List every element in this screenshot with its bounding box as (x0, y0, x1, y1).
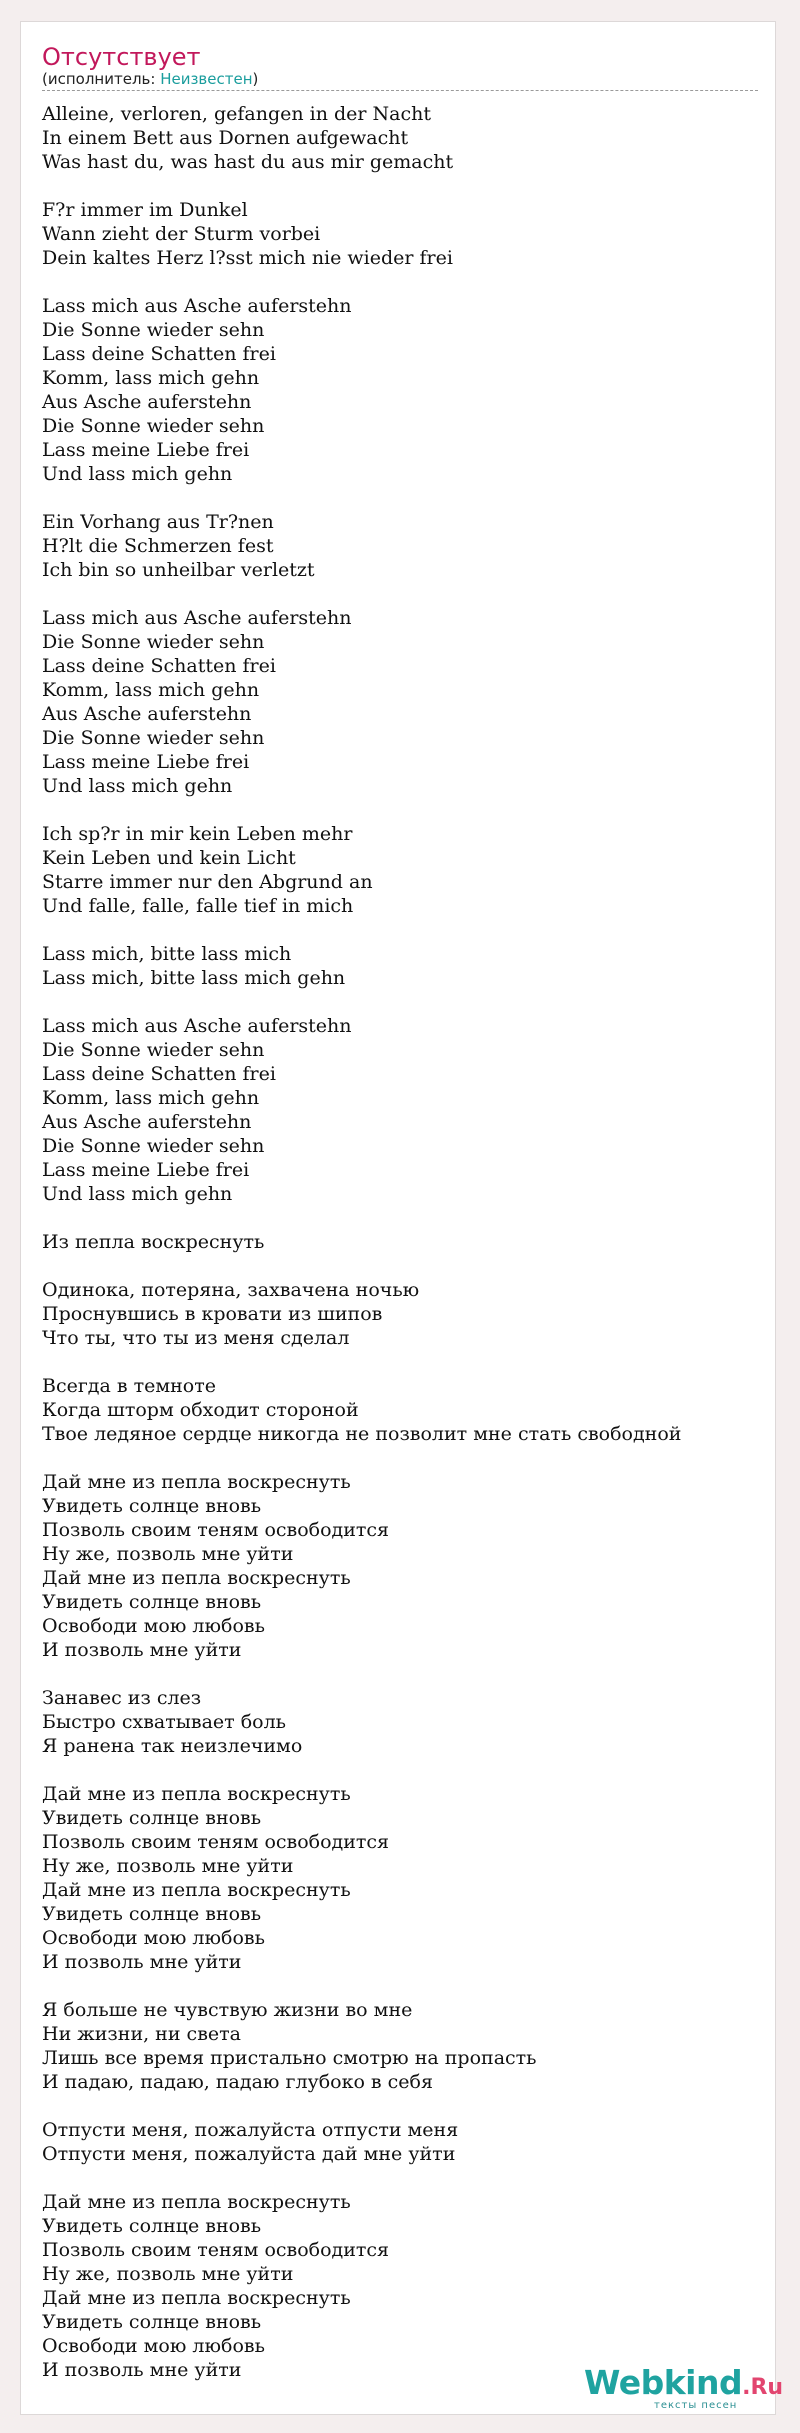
lyric-line: Und lass mich gehn (42, 463, 233, 485)
lyric-line: Проснувшись в кровати из шипов (42, 1303, 383, 1325)
lyric-line: И позволь мне уйти (42, 2359, 242, 2381)
lyric-line: Die Sonne wieder sehn (42, 1135, 265, 1157)
lyric-line: Aus Asche auferstehn (42, 1111, 252, 1133)
lyric-line: Увидеть солнце вновь (42, 2311, 262, 2333)
lyric-line: Лишь все время пристально смотрю на пропасть (42, 2047, 537, 2069)
logo-word: Webkind (584, 2363, 743, 2402)
logo-suffix: .Ru (742, 2375, 784, 2400)
lyric-line: Освободи мою любовь (42, 1927, 265, 1949)
lyric-line: Ich bin so unheilbar verletzt (42, 559, 315, 581)
lyrics-verse (42, 1470, 758, 1662)
lyric-line: Позволь своим теням освободится (42, 1831, 390, 1853)
lyric-line: Die Sonne wieder sehn (42, 415, 265, 437)
lyric-line: Увидеть солнце вновь (42, 1807, 262, 1829)
lyric-line: Aus Asche auferstehn (42, 391, 252, 413)
lyric-line: Быстро схватывает боль (42, 1711, 287, 1733)
lyric-line: И позволь мне уйти (42, 1639, 242, 1661)
lyrics-verse (42, 2190, 758, 2382)
lyric-line: Занавес из слез (42, 1687, 202, 1709)
lyric-line: Позволь своим теням освободится (42, 1519, 390, 1541)
lyrics-verse (42, 1782, 758, 1974)
lyric-line: Dein kaltes Herz l?sst mich nie wieder frei (42, 247, 453, 269)
lyric-line: Lass deine Schatten frei (42, 1063, 276, 1085)
lyric-line: Kein Leben und kein Licht (42, 847, 296, 869)
page-title: Отсутствует (42, 43, 201, 71)
lyric-line: Дай мне из пепла воскреснуть (42, 1879, 351, 1901)
lyric-line: Одинока, потеряна, захвачена ночью (42, 1279, 420, 1301)
lyric-line: Lass mich aus Asche auferstehn (42, 295, 352, 317)
lyric-line: Отпусти меня, пожалуйста дай мне уйти (42, 2143, 456, 2165)
lyric-line: Die Sonne wieder sehn (42, 631, 265, 653)
lyric-line: Ein Vorhang aus Tr?nen (42, 511, 274, 533)
webkind-logo[interactable] (584, 2363, 784, 2412)
lyric-line: Всегда в темноте (42, 1375, 216, 1397)
lyrics-verse (42, 510, 758, 582)
lyric-line: Дай мне из пепла воскреснуть (42, 1567, 351, 1589)
lyric-line: Я ранена так неизлечимо (42, 1735, 303, 1757)
lyric-line: Die Sonne wieder sehn (42, 319, 265, 341)
lyrics-verse (42, 1014, 758, 1206)
lyric-line: Lass mich, bitte lass mich (42, 943, 292, 965)
lyric-line: Und lass mich gehn (42, 1183, 233, 1205)
lyric-line: И позволь мне уйти (42, 1951, 242, 1973)
lyric-line: Alleine, verloren, gefangen in der Nacht (42, 103, 432, 125)
lyric-line: Ich sp?r in mir kein Leben mehr (42, 823, 353, 845)
lyrics-verse (42, 822, 758, 918)
lyric-line: Lass deine Schatten frei (42, 343, 276, 365)
lyric-line: Дай мне из пепла воскреснуть (42, 1783, 351, 1805)
lyric-line: Lass meine Liebe frei (42, 1159, 250, 1181)
lyric-line: Komm, lass mich gehn (42, 679, 260, 701)
lyric-line: Дай мне из пепла воскреснуть (42, 2287, 351, 2309)
lyric-line: Die Sonne wieder sehn (42, 727, 265, 749)
title-divider (42, 90, 758, 91)
lyric-line: Освободи мою любовь (42, 2335, 265, 2357)
lyrics-verse (42, 1686, 758, 1758)
lyrics-card (20, 21, 776, 2415)
lyric-line: Starre immer nur den Abgrund an (42, 871, 373, 893)
artist-line (42, 69, 258, 89)
lyrics-verse (42, 1998, 758, 2094)
lyric-line: Увидеть солнце вновь (42, 1591, 262, 1613)
lyric-line: Увидеть солнце вновь (42, 2215, 262, 2237)
artist-link[interactable]: Неизвестен (160, 70, 253, 88)
lyric-line: H?lt die Schmerzen fest (42, 535, 274, 557)
lyric-line: Lass meine Liebe frei (42, 439, 250, 461)
lyric-line: Дай мне из пепла воскреснуть (42, 2191, 351, 2213)
lyric-line: Когда шторм обходит стороной (42, 1399, 359, 1421)
logo-tagline: тексты песен (654, 2400, 738, 2411)
lyric-line: Und lass mich gehn (42, 775, 233, 797)
lyric-line: Я больше не чувствую жизни во мне (42, 1999, 413, 2021)
lyrics-verse (42, 942, 758, 990)
lyric-line: Die Sonne wieder sehn (42, 1039, 265, 1061)
lyric-line: Was hast du, was hast du aus mir gemacht (42, 151, 454, 173)
lyric-line: Komm, lass mich gehn (42, 367, 260, 389)
lyric-line: Lass mich aus Asche auferstehn (42, 607, 352, 629)
lyric-line: Твое ледяное сердце никогда не позволит мне стать свободной (42, 1423, 682, 1445)
lyrics-verse (42, 1230, 758, 1254)
lyric-line: Ну же, позволь мне уйти (42, 1543, 294, 1565)
lyrics-verse (42, 2118, 758, 2166)
lyrics-verse (42, 198, 758, 270)
lyric-line: Komm, lass mich gehn (42, 1087, 260, 1109)
lyric-line: Lass deine Schatten frei (42, 655, 276, 677)
artist-suffix: ) (252, 70, 259, 88)
lyric-line: Увидеть солнце вновь (42, 1903, 262, 1925)
lyric-line: Wann zieht der Sturm vorbei (42, 223, 321, 245)
lyric-line: Отпусти меня, пожалуйста отпусти меня (42, 2119, 459, 2141)
lyrics-body (42, 102, 758, 2406)
lyric-line: Что ты, что ты из меня сделал (42, 1327, 350, 1349)
lyric-line: Und falle, falle, falle tief in mich (42, 895, 354, 917)
lyrics-verse (42, 606, 758, 798)
lyric-line: F?r immer im Dunkel (42, 199, 248, 221)
lyric-line: И падаю, падаю, падаю глубоко в себя (42, 2071, 433, 2093)
lyric-line: Ну же, позволь мне уйти (42, 1855, 294, 1877)
lyric-line: Lass meine Liebe frei (42, 751, 250, 773)
artist-prefix: (исполнитель: (42, 70, 161, 88)
lyrics-verse (42, 1374, 758, 1446)
lyrics-verse (42, 102, 758, 174)
lyric-line: Lass mich aus Asche auferstehn (42, 1015, 352, 1037)
lyric-line: Дай мне из пепла воскреснуть (42, 1471, 351, 1493)
lyric-line: Из пепла воскреснуть (42, 1231, 265, 1253)
lyric-line: Aus Asche auferstehn (42, 703, 252, 725)
lyric-line: Увидеть солнце вновь (42, 1495, 262, 1517)
lyric-line: Освободи мою любовь (42, 1615, 265, 1637)
lyrics-verse (42, 1278, 758, 1350)
lyric-line: Lass mich, bitte lass mich gehn (42, 967, 346, 989)
lyric-line: Ну же, позволь мне уйти (42, 2263, 294, 2285)
lyric-line: Позволь своим теням освободится (42, 2239, 390, 2261)
lyric-line: Ни жизни, ни света (42, 2023, 241, 2045)
lyric-line: In einem Bett aus Dornen aufgewacht (42, 127, 409, 149)
lyrics-verse (42, 294, 758, 486)
